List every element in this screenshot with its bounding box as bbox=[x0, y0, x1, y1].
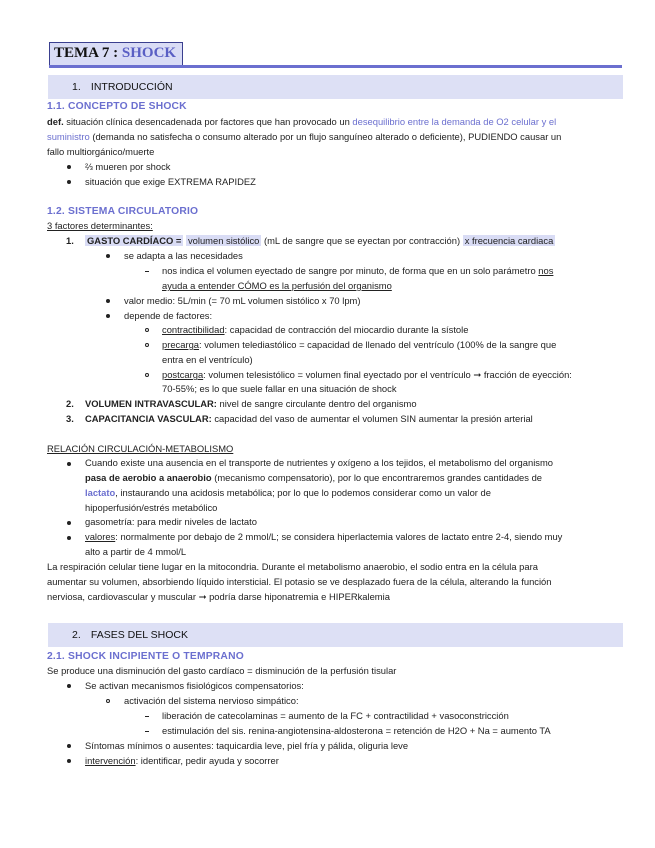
highlight-frecuencia: x frecuencia cardiaca bbox=[464, 235, 554, 246]
capacitancia-line bbox=[85, 412, 533, 427]
list-item bbox=[85, 530, 562, 545]
list-item: situación que exige EXTREMA RAPIDEZ bbox=[85, 176, 256, 187]
list-item-line: entra en el ventrículo) bbox=[162, 354, 253, 365]
definition-line-3: fallo multiorgánico/muerte bbox=[47, 146, 155, 157]
bold-text: pasa de aerobio a anaerobio bbox=[85, 472, 212, 483]
bullet-icon bbox=[67, 180, 71, 184]
gasto-text: (mL de sangre que se eyectan por contracción) bbox=[261, 235, 463, 246]
definition-line-1 bbox=[47, 115, 556, 130]
volumen-intravascular-line bbox=[85, 397, 417, 412]
list-number: 2. bbox=[66, 398, 74, 409]
list-item bbox=[162, 323, 468, 338]
circle-bullet-icon bbox=[145, 328, 149, 332]
bullet-icon bbox=[67, 684, 71, 688]
bullet-icon bbox=[67, 462, 71, 466]
text: : identificar, pedir ayuda y socorrer bbox=[135, 755, 279, 766]
list-number: 1. bbox=[66, 235, 74, 246]
gasto-cardiaco-label: GASTO CARDÍACO = bbox=[87, 235, 182, 246]
section-label: INTRODUCCIÓN bbox=[90, 81, 173, 93]
list-item bbox=[85, 754, 279, 769]
paragraph-line: hipoperfusión/estrés metabólico bbox=[85, 502, 218, 513]
bullet-icon bbox=[67, 536, 71, 540]
def-highlight-2: suministro bbox=[47, 131, 90, 142]
gasto-cardiaco-line bbox=[85, 234, 555, 249]
subsection-heading-sistema: 1.2. SISTEMA CIRCULATORIO bbox=[47, 206, 199, 217]
paragraph-line bbox=[85, 471, 542, 486]
definition-line-2 bbox=[47, 130, 561, 145]
def-label: def. bbox=[47, 116, 64, 127]
section-number: 1. bbox=[72, 81, 81, 93]
section-header-introduccion bbox=[48, 75, 623, 99]
paragraph-line: nerviosa, cardiovascular y muscular ➞ podría darse hiponatremia e HIPERkalemia bbox=[47, 591, 390, 602]
title-tema: TEMA 7 : bbox=[54, 45, 119, 61]
text: (mecanismo compensatorio), por lo que encontraremos grandes cantidades de bbox=[211, 472, 542, 483]
term-precarga: precarga bbox=[162, 339, 200, 350]
list-item: liberación de catecolaminas = aumento de la FC + contractilidad + vasoconstricción bbox=[162, 710, 509, 721]
list-item-line: 70-55%; es lo que suele fallar en una situación de shock bbox=[162, 383, 397, 394]
dash-icon bbox=[145, 271, 149, 272]
relacion-heading: RELACIÓN CIRCULACIÓN-METABOLISMO bbox=[47, 443, 234, 454]
circle-bullet-icon bbox=[106, 699, 110, 703]
underlined-text: nos bbox=[538, 265, 554, 276]
list-item: activación del sistema nervioso simpático: bbox=[124, 695, 299, 706]
list-item: Se activan mecanismos fisiológicos compensatorios: bbox=[85, 680, 304, 691]
list-item: depende de factores: bbox=[124, 310, 213, 321]
term-postcarga: postcarga bbox=[162, 369, 204, 380]
paragraph-line: Se produce una disminución del gasto cardíaco = disminución de la perfusión tisular bbox=[47, 665, 397, 676]
term-valores: valores bbox=[85, 531, 116, 542]
dash-icon bbox=[145, 731, 149, 732]
term-desc: nivel de sangre circulante dentro del organismo bbox=[216, 398, 417, 409]
def-text-b: (demanda no satisfecha o consumo alterado por un flujo sanguíneo alterado o deficiente), PUDIENDO causar un bbox=[89, 131, 562, 142]
term-intervencion: intervención bbox=[85, 755, 136, 766]
dash-icon bbox=[145, 716, 149, 717]
list-item: gasometría: para medir niveles de lactato bbox=[85, 516, 257, 527]
title-underline bbox=[49, 65, 622, 68]
list-item bbox=[162, 338, 556, 353]
factors-intro: 3 factores determinantes: bbox=[47, 220, 153, 231]
highlight-volumen-sistolico: volumen sistólico bbox=[187, 235, 260, 246]
bullet-icon bbox=[106, 299, 110, 303]
section-header-fases bbox=[48, 623, 623, 647]
bullet-icon bbox=[67, 744, 71, 748]
list-item: se adapta a las necesidades bbox=[124, 250, 243, 261]
list-item-line: ayuda a entender CÓMO es la perfusión del organismo bbox=[162, 280, 392, 291]
paragraph-line bbox=[85, 486, 491, 501]
text: : normalmente por debajo de 2 mmol/L; se considera hiperlactemia valores de lactato entre 2-4, siendo muy bbox=[115, 531, 563, 542]
list-number: 3. bbox=[66, 413, 74, 424]
def-highlight-1: desequilibrio entre la demanda de O2 celular y el bbox=[352, 116, 557, 127]
list-item bbox=[162, 368, 572, 383]
lactato-highlight: lactato bbox=[85, 487, 116, 498]
list-item-line: alto a partir de 4 mmol/L bbox=[85, 546, 187, 557]
section-number: 2. bbox=[72, 629, 81, 641]
dash-text: nos indica el volumen eyectado de sangre por minuto, de forma que en un solo parámetro bbox=[162, 265, 539, 276]
list-item: ⅔ mueren por shock bbox=[85, 161, 171, 172]
bullet-icon bbox=[106, 314, 110, 318]
term-label: CAPACITANCIA VASCULAR: bbox=[85, 413, 212, 424]
list-item: estimulación del sis. renina-angiotensina-aldosterona = retención de H2O + Na = aumento TA bbox=[162, 725, 551, 736]
section-label: FASES DEL SHOCK bbox=[90, 629, 188, 641]
term-desc: : capacidad de contracción del miocardio durante la sístole bbox=[224, 324, 469, 335]
paragraph-line: aumentar su volumen, absorbiendo líquido intersticial. El potasio se ve desplazado fuera de la célula, alterando la función bbox=[47, 576, 552, 587]
term-label: VOLUMEN INTRAVASCULAR: bbox=[85, 398, 217, 409]
term-desc: : volumen telediastólico = capacidad de llenado del ventrículo (100% de la sangre que bbox=[199, 339, 557, 350]
term-desc: : volumen telesistólico = volumen final eyectado por el ventrículo ➞ fracción de eyección: bbox=[203, 369, 572, 380]
page-title bbox=[49, 42, 183, 66]
list-item: valor medio: 5L/min (= 70 mL volumen sistólico x 70 lpm) bbox=[124, 295, 361, 306]
subsection-heading-concepto: 1.1. CONCEPTO DE SHOCK bbox=[47, 101, 187, 112]
bullet-icon bbox=[106, 254, 110, 258]
paragraph-line: La respiración celular tiene lugar en la mitocondria. Durante el metabolismo anaerobio, el sodio entra en la célula para bbox=[47, 561, 538, 572]
paragraph-line: Cuando existe una ausencia en el transporte de nutrientes y oxígeno a los tejidos, el metabolismo del organismo bbox=[85, 457, 553, 468]
bullet-icon bbox=[67, 759, 71, 763]
term-contractibilidad: contractibilidad bbox=[162, 324, 225, 335]
list-item-line bbox=[162, 264, 553, 279]
text: , instaurando una acidosis metabólica; por lo que lo podemos considerar como un valor de bbox=[115, 487, 491, 498]
bullet-icon bbox=[67, 165, 71, 169]
circle-bullet-icon bbox=[145, 343, 149, 347]
circle-bullet-icon bbox=[145, 373, 149, 377]
list-item: Síntomas mínimos o ausentes: taquicardia leve, piel fría y pálida, oliguria leve bbox=[85, 740, 409, 751]
bullet-icon bbox=[67, 521, 71, 525]
title-name: SHOCK bbox=[121, 45, 177, 61]
page-title-box bbox=[49, 42, 622, 66]
term-desc: capacidad del vaso de aumentar el volumen SIN aumentar la presión arterial bbox=[211, 413, 533, 424]
subsection-heading-incipiente: 2.1. SHOCK INCIPIENTE O TEMPRANO bbox=[47, 651, 244, 662]
def-text-a: situación clínica desencadenada por factores que han provocado un bbox=[63, 116, 353, 127]
